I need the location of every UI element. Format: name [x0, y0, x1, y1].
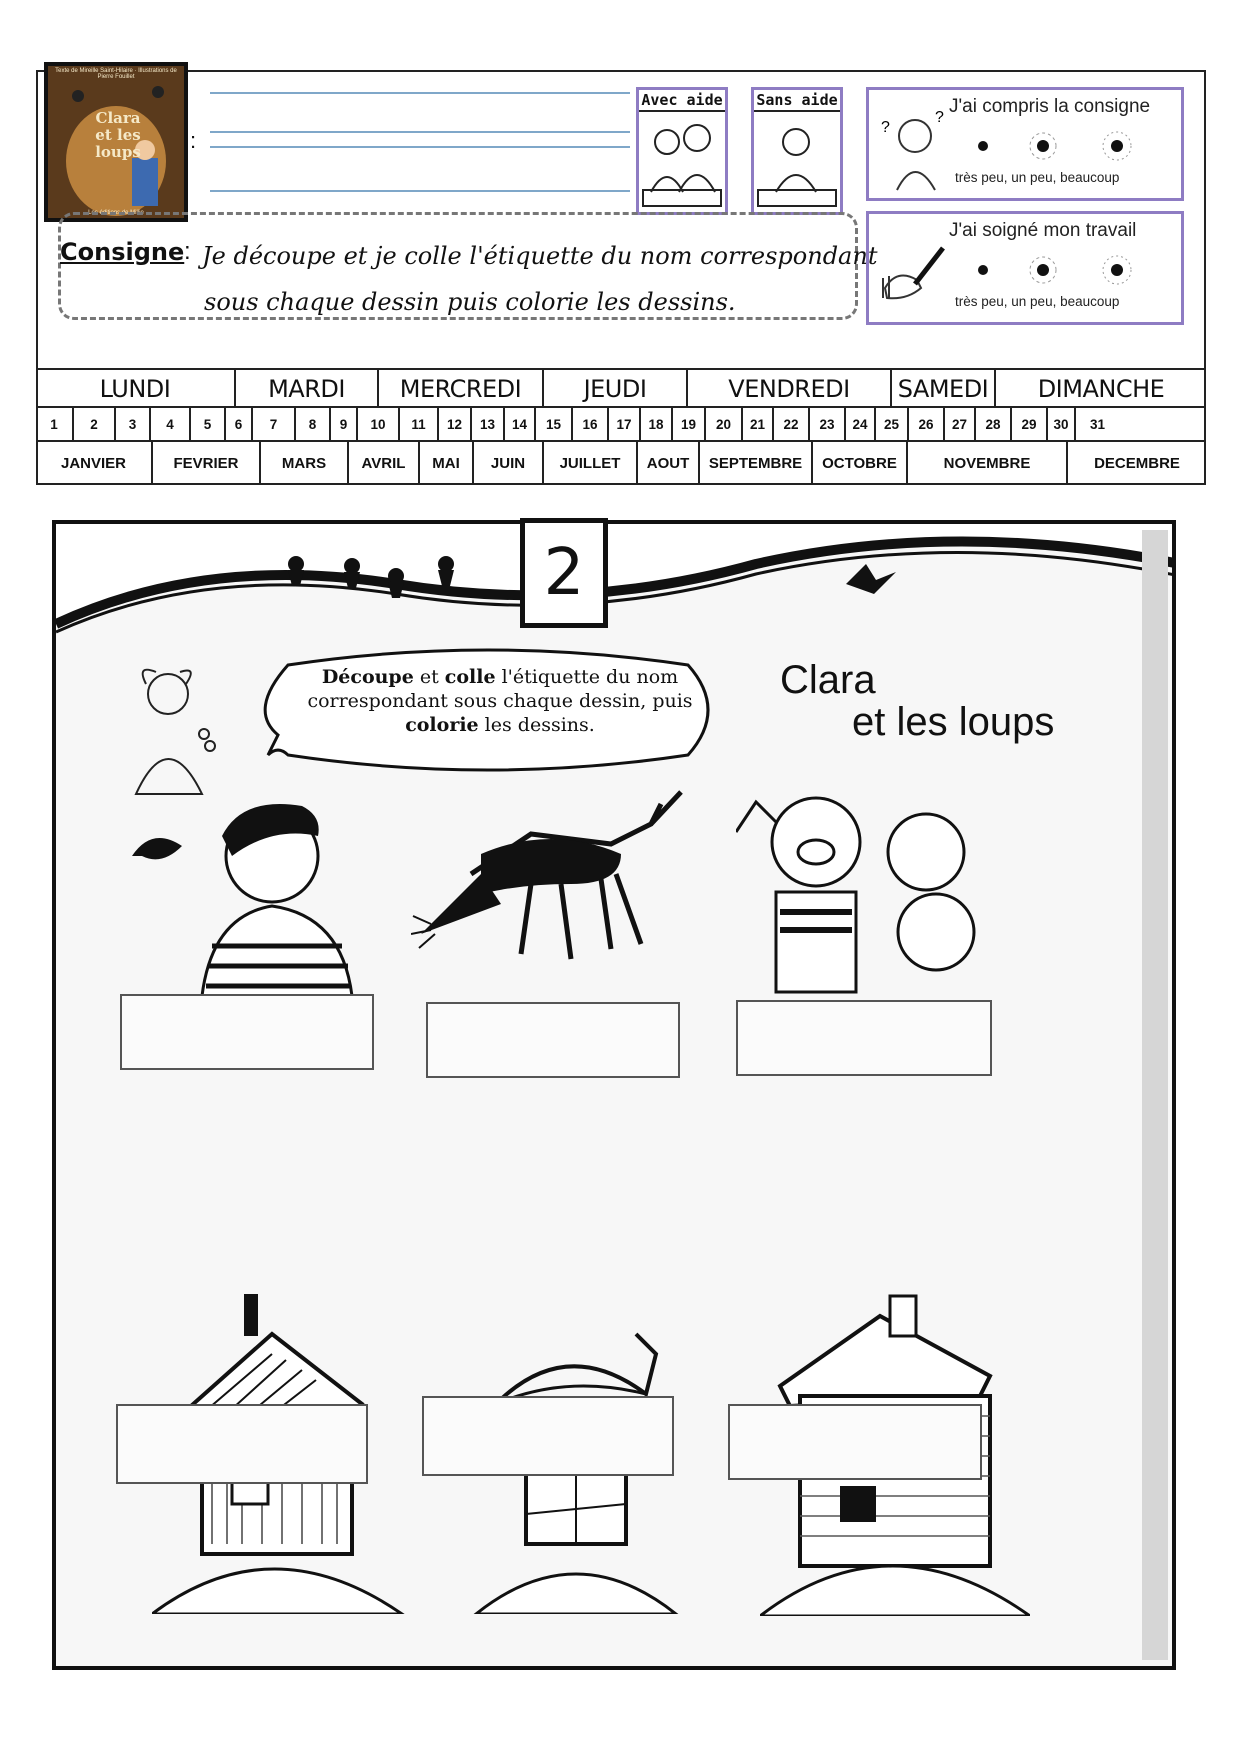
neat-rating-dots[interactable]	[969, 250, 1169, 290]
name-write-line-2[interactable]	[210, 131, 630, 133]
month-decembre[interactable]: DECEMBRE	[1066, 442, 1206, 485]
book-cover-credits: Texte de Mireille Saint-Hilaire · Illustrations de Pierre Fouillet	[55, 68, 177, 80]
date-1[interactable]: 1	[50, 417, 58, 432]
self-eval-understood	[866, 87, 1184, 201]
label-slot-pigs[interactable]	[736, 1000, 992, 1076]
scan-edge-shadow	[1142, 530, 1168, 1660]
name-write-line-4[interactable]	[210, 190, 630, 192]
date-16[interactable]: 16	[571, 408, 607, 442]
without-help-label: Sans aide	[754, 90, 840, 112]
name-write-line-3[interactable]	[210, 146, 630, 148]
date-20[interactable]: 20	[704, 408, 741, 442]
name-write-line-1[interactable]	[210, 92, 630, 94]
date-12[interactable]: 12	[437, 408, 470, 442]
self-eval-neat	[866, 211, 1184, 325]
label-slot-twig-house[interactable]	[422, 1396, 674, 1476]
calendar-numbers-row	[36, 406, 1206, 442]
month-avril[interactable]: AVRIL	[347, 442, 418, 485]
date-18[interactable]: 18	[639, 408, 671, 442]
instruction-colon: :	[184, 238, 191, 265]
understood-scale: très peu, un peu, beaucoup	[955, 170, 1120, 185]
wolf-drawing	[411, 784, 701, 984]
child-drawing	[122, 796, 362, 1006]
neat-title: J'ai soigné mon travail	[949, 220, 1137, 241]
date-10[interactable]: 10	[356, 408, 398, 442]
date-8[interactable]: 8	[294, 408, 329, 442]
weekly-calendar	[36, 368, 1206, 485]
month-mars[interactable]: MARS	[259, 442, 347, 485]
day-mardi[interactable]: MARDI	[234, 370, 377, 408]
month-juin[interactable]: JUIN	[472, 442, 542, 485]
child-alone-icon	[754, 112, 840, 212]
month-mai[interactable]: MAI	[418, 442, 472, 485]
date-23[interactable]: 23	[808, 408, 844, 442]
date-30[interactable]: 30	[1046, 408, 1074, 442]
book-cover-publisher: Les éditions de Millie	[88, 210, 144, 216]
top-wave-decoration	[56, 524, 1176, 634]
three-pigs-drawing	[736, 782, 1026, 1002]
date-31[interactable]: 31	[1074, 408, 1119, 442]
month-fevrier[interactable]: FEVRIER	[151, 442, 259, 485]
without-help-box[interactable]	[751, 87, 843, 215]
date-28[interactable]: 28	[974, 408, 1010, 442]
understood-rating-dots[interactable]	[969, 126, 1169, 166]
worksheet-title-line-2: et les loups	[852, 700, 1055, 744]
month-aout[interactable]: AOUT	[636, 442, 698, 485]
date-13[interactable]: 13	[470, 408, 503, 442]
svg-text:?: ?	[881, 119, 890, 136]
date-22[interactable]: 22	[772, 408, 808, 442]
date-21[interactable]: 21	[741, 408, 772, 442]
date-14[interactable]: 14	[503, 408, 534, 442]
day-dimanche[interactable]: DIMANCHE	[994, 370, 1206, 408]
label-slot-brick-house[interactable]	[728, 1404, 982, 1480]
date-2[interactable]: 2	[72, 408, 114, 442]
understood-title: J'ai compris la consigne	[949, 96, 1151, 117]
month-janvier[interactable]: JANVIER	[60, 455, 127, 472]
date-25[interactable]: 25	[874, 408, 907, 442]
label-slot-wolf[interactable]	[426, 1002, 680, 1078]
worksheet-title-line-1: Clara	[780, 658, 876, 702]
date-19[interactable]: 19	[671, 408, 704, 442]
month-novembre[interactable]: NOVEMBRE	[906, 442, 1066, 485]
day-vendredi[interactable]: VENDREDI	[686, 370, 890, 408]
date-29[interactable]: 29	[1010, 408, 1046, 442]
neat-scale: très peu, un peu, beaucoup	[955, 294, 1120, 309]
two-children-icon	[639, 112, 725, 212]
date-15[interactable]: 15	[534, 408, 571, 442]
writing-hand-icon	[877, 228, 947, 318]
instruction-label: Consigne	[60, 238, 185, 266]
with-help-label: Avec aide	[639, 90, 725, 112]
date-7[interactable]: 7	[251, 408, 294, 442]
date-3[interactable]: 3	[114, 408, 149, 442]
month-juillet[interactable]: JUILLET	[542, 442, 636, 485]
label-slot-straw-hut[interactable]	[116, 1404, 368, 1484]
date-5[interactable]: 5	[189, 408, 224, 442]
day-jeudi[interactable]: JEUDI	[542, 370, 686, 408]
with-help-box[interactable]	[636, 87, 728, 215]
page-number-box: 2	[520, 518, 608, 628]
day-samedi[interactable]: SAMEDI	[890, 370, 994, 408]
day-mercredi[interactable]: MERCREDI	[377, 370, 542, 408]
speech-bubble-text: Découpe et colle l'étiquette du nom correspondant sous chaque dessin, puis colorie les dessins.	[307, 666, 693, 736]
date-11[interactable]: 11	[398, 408, 437, 442]
date-9[interactable]: 9	[329, 408, 356, 442]
clara-scissors-illustration	[106, 654, 226, 814]
date-26[interactable]: 26	[907, 408, 943, 442]
day-lundi[interactable]: LUNDI	[99, 375, 171, 403]
book-cover-title: Clara et les loups	[95, 109, 141, 161]
date-4[interactable]: 4	[149, 408, 189, 442]
svg-text:?: ?	[935, 109, 944, 126]
date-24[interactable]: 24	[844, 408, 874, 442]
date-27[interactable]: 27	[943, 408, 974, 442]
name-colon: :	[190, 128, 197, 153]
label-slot-child[interactable]	[120, 994, 374, 1070]
month-septembre[interactable]: SEPTEMBRE	[698, 442, 811, 485]
month-octobre[interactable]: OCTOBRE	[811, 442, 906, 485]
instruction-line-2: sous chaque dessin puis colorie les dessins.	[204, 288, 736, 316]
thinking-child-icon	[877, 104, 947, 194]
date-6[interactable]: 6	[224, 408, 251, 442]
book-cover-image	[44, 62, 188, 222]
calendar-days-row	[36, 368, 1206, 408]
instruction-line-1: Je découpe et je colle l'étiquette du nom correspondant	[202, 242, 878, 270]
calendar-months-row	[36, 440, 1206, 485]
date-17[interactable]: 17	[607, 408, 639, 442]
